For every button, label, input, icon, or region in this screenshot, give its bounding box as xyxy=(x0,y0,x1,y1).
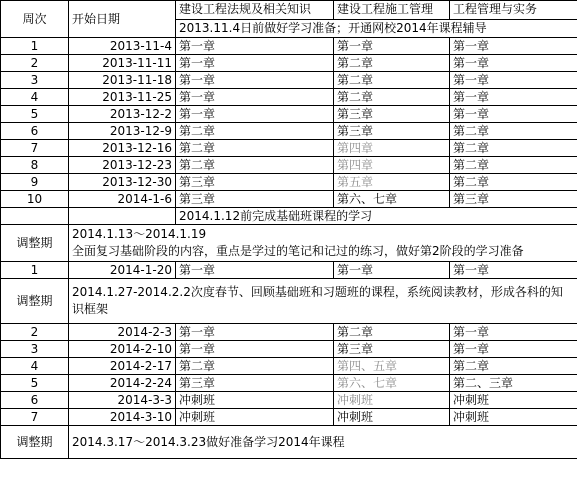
law-cell: 第三章 xyxy=(176,174,334,191)
week-cell: 6 xyxy=(1,392,69,409)
adjust-label: 调整期 xyxy=(1,225,69,262)
adjust-row xyxy=(1,426,577,459)
law-cell: 第一章 xyxy=(176,89,334,106)
note-row xyxy=(1,208,577,225)
construction-cell: 冲刺班 xyxy=(334,392,450,409)
table-row xyxy=(1,123,577,140)
law-cell: 第二章 xyxy=(176,123,334,140)
date-cell: 2013-11-11 xyxy=(69,55,176,72)
header-note: 2013.11.4日前做好学习准备；开通网校2014年课程辅导 xyxy=(176,19,577,38)
practice-cell: 第二章 xyxy=(450,123,577,140)
construction-cell: 第三章 xyxy=(334,123,450,140)
construction-cell: 第二章 xyxy=(334,72,450,89)
law-cell: 第一章 xyxy=(176,72,334,89)
practice-cell: 第二章 xyxy=(450,358,577,375)
practice-cell: 第二、三章 xyxy=(450,375,577,392)
practice-cell: 第一章 xyxy=(450,55,577,72)
table-row xyxy=(1,157,577,174)
header-row xyxy=(1,1,577,20)
week-cell: 1 xyxy=(1,38,69,55)
adjust-label: 调整期 xyxy=(1,279,69,324)
col-start-header: 开始日期 xyxy=(69,1,176,38)
construction-cell: 第四章 xyxy=(334,140,450,157)
date-cell: 2014-1-6 xyxy=(69,191,176,208)
practice-cell: 第二章 xyxy=(450,157,577,174)
construction-cell: 第二章 xyxy=(334,55,450,72)
law-cell: 第二章 xyxy=(176,358,334,375)
week-cell: 2 xyxy=(1,324,69,341)
construction-cell: 冲刺班 xyxy=(334,409,450,426)
practice-cell: 第一章 xyxy=(450,341,577,358)
week-cell: 6 xyxy=(1,123,69,140)
date-cell: 2014-3-10 xyxy=(69,409,176,426)
col-practice-header: 工程管理与实务 xyxy=(450,1,577,20)
construction-cell: 第一章 xyxy=(334,38,450,55)
week-cell: 9 xyxy=(1,174,69,191)
practice-cell: 冲刺班 xyxy=(450,392,577,409)
law-cell: 第一章 xyxy=(176,38,334,55)
construction-cell: 第五章 xyxy=(334,174,450,191)
law-cell: 第二章 xyxy=(176,157,334,174)
construction-cell: 第六、七章 xyxy=(334,191,450,208)
date-cell: 2013-11-18 xyxy=(69,72,176,89)
table-row xyxy=(1,89,577,106)
col-week-header: 周次 xyxy=(1,1,69,38)
adjust-label: 调整期 xyxy=(1,426,69,459)
week-cell: 8 xyxy=(1,157,69,174)
practice-cell: 第一章 xyxy=(450,106,577,123)
law-cell: 冲刺班 xyxy=(176,409,334,426)
date-cell: 2014-2-3 xyxy=(69,324,176,341)
practice-cell: 第一章 xyxy=(450,324,577,341)
week-cell: 3 xyxy=(1,72,69,89)
law-cell: 第一章 xyxy=(176,324,334,341)
date-cell: 2013-12-23 xyxy=(69,157,176,174)
law-cell: 第一章 xyxy=(176,55,334,72)
table-row xyxy=(1,358,577,375)
table-row xyxy=(1,324,577,341)
construction-cell: 第四章 xyxy=(334,157,450,174)
date-cell: 2013-12-2 xyxy=(69,106,176,123)
table-row xyxy=(1,409,577,426)
col-law-header: 建设工程法规及相关知识 xyxy=(176,1,334,20)
law-cell: 第一章 xyxy=(176,341,334,358)
adjust-row xyxy=(1,279,577,324)
law-cell: 第二章 xyxy=(176,140,334,157)
adjust-content xyxy=(69,225,577,262)
date-cell: 2013-12-30 xyxy=(69,174,176,191)
construction-cell: 第四、五章 xyxy=(334,358,450,375)
construction-cell: 第二章 xyxy=(334,89,450,106)
table-row xyxy=(1,341,577,358)
table-row xyxy=(1,191,577,208)
col-construction-header: 建设工程施工管理 xyxy=(334,1,450,20)
adjust-description: 全面复习基础阶段的内容，重点是学过的笔记和记过的练习，做好第2阶段的学习准备 xyxy=(72,244,524,258)
construction-cell: 第六、七章 xyxy=(334,375,450,392)
date-cell: 2013-12-9 xyxy=(69,123,176,140)
practice-cell: 第一章 xyxy=(450,72,577,89)
table-row xyxy=(1,55,577,72)
law-cell: 第三章 xyxy=(176,191,334,208)
table-row xyxy=(1,174,577,191)
adjust-dates: 2014.1.13～2014.1.19 xyxy=(72,227,207,241)
practice-cell: 第一章 xyxy=(450,38,577,55)
construction-cell: 第三章 xyxy=(334,341,450,358)
week-cell: 5 xyxy=(1,375,69,392)
law-cell: 第一章 xyxy=(176,106,334,123)
week-cell: 7 xyxy=(1,409,69,426)
date-cell: 2014-2-24 xyxy=(69,375,176,392)
practice-cell: 第二章 xyxy=(450,174,577,191)
law-cell: 冲刺班 xyxy=(176,392,334,409)
date-cell: 2014-3-3 xyxy=(69,392,176,409)
practice-cell: 第三章 xyxy=(450,191,577,208)
date-cell: 2013-11-25 xyxy=(69,89,176,106)
table-row xyxy=(1,38,577,55)
practice-cell: 第一章 xyxy=(450,262,577,279)
date-cell: 2013-12-16 xyxy=(69,140,176,157)
table-row xyxy=(1,72,577,89)
date-cell: 2014-2-10 xyxy=(69,341,176,358)
practice-cell: 第二章 xyxy=(450,140,577,157)
table-row xyxy=(1,392,577,409)
table-row xyxy=(1,140,577,157)
date-cell: 2013-11-4 xyxy=(69,38,176,55)
practice-cell: 第一章 xyxy=(450,89,577,106)
construction-cell: 第二章 xyxy=(334,324,450,341)
practice-cell: 冲刺班 xyxy=(450,409,577,426)
adjust-description: 2014.1.27-2014.2.2次度春节、回顾基础班和习题班的课程，系统阅读教材，形成各科的知识框架 xyxy=(69,279,577,324)
date-cell: 2014-2-17 xyxy=(69,358,176,375)
week-cell: 1 xyxy=(1,262,69,279)
construction-cell: 第三章 xyxy=(334,106,450,123)
week-cell: 10 xyxy=(1,191,69,208)
week-cell: 2 xyxy=(1,55,69,72)
date-cell: 2014-1-20 xyxy=(69,262,176,279)
phase-note: 2014.1.12前完成基础班课程的学习 xyxy=(176,208,577,225)
construction-cell: 第一章 xyxy=(334,262,450,279)
law-cell: 第三章 xyxy=(176,375,334,392)
week-cell: 4 xyxy=(1,89,69,106)
table-row xyxy=(1,375,577,392)
week-cell: 4 xyxy=(1,358,69,375)
law-cell: 第一章 xyxy=(176,262,334,279)
week-cell: 3 xyxy=(1,341,69,358)
adjust-row xyxy=(1,225,577,262)
week-cell: 5 xyxy=(1,106,69,123)
adjust-description: 2014.3.17～2014.3.23做好准备学习2014年课程 xyxy=(69,426,577,459)
week-cell: 7 xyxy=(1,140,69,157)
table-row xyxy=(1,106,577,123)
table-row xyxy=(1,262,577,279)
